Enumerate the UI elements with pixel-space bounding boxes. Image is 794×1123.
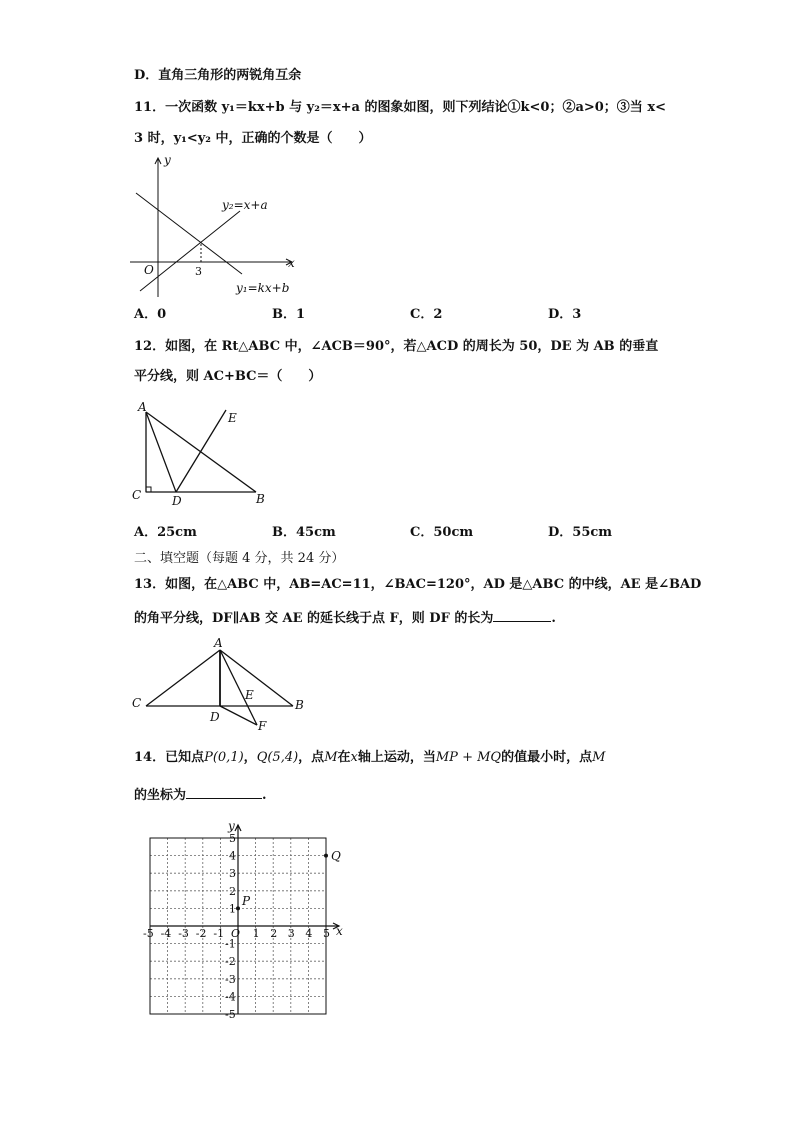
q13-side-ca	[146, 650, 220, 706]
q11-option-c: C．2	[410, 307, 443, 322]
q12-option-d: D．55cm	[548, 525, 613, 540]
q14-var-m2: M	[592, 750, 606, 765]
q12-stem-line2: 平分线，则 AC+BC＝（ ）	[134, 369, 322, 384]
q14-y-tick-label: 1	[229, 902, 236, 916]
q14-x-axis-label: x	[336, 924, 343, 938]
q14-var-m: M	[324, 750, 338, 765]
q12-label-c: C	[132, 488, 142, 502]
q11-y-label: y	[164, 153, 171, 167]
q13-label-e: E	[245, 688, 254, 702]
q12-label-b: B	[256, 492, 265, 506]
q14-point-q-coords: Q(5,4)	[256, 750, 299, 765]
q13-figure	[130, 636, 310, 731]
q11-x-label: x	[288, 256, 295, 270]
q14-var-x: x	[350, 750, 358, 765]
q14-x-tick-label: -4	[160, 927, 172, 940]
q14-y-tick-label: 5	[229, 832, 236, 845]
q13-answer-blank[interactable]	[493, 609, 551, 622]
q14-text-d: 轴上运动，当	[357, 750, 436, 765]
q14-stem-line2-text: 的坐标为	[134, 788, 187, 803]
q13-label-f: F	[258, 719, 267, 733]
q11-line-y2	[140, 211, 240, 291]
q11-label-y1: y₁=kx+b	[236, 281, 290, 295]
q14-y-tick-label: -3	[225, 972, 236, 986]
q11-option-b: B．1	[272, 307, 306, 322]
q14-stem-line2-end: .	[262, 788, 267, 803]
q14-point-p-coords: P(0,1)	[204, 750, 244, 765]
q12-segment-ad	[146, 412, 176, 492]
q14-x-tick-label: 1	[252, 927, 260, 940]
q11-stem-line2: 3 时，y₁<y₂ 中，正确的个数是（ ）	[134, 131, 372, 146]
q14-point-q	[324, 854, 328, 858]
q14-text-e: 的值最小时，点	[501, 750, 593, 765]
q14-text-a: 14．已知点	[134, 750, 205, 765]
q12-label-d: D	[172, 494, 182, 508]
q12-option-b: B．45cm	[272, 525, 336, 540]
q14-x-tick-label: 2	[270, 927, 278, 940]
q14-x-tick-label: -5	[143, 927, 154, 940]
q14-x-tick-label: 3	[287, 927, 295, 940]
q14-y-tick-label: -5	[225, 1008, 236, 1021]
q13-label-c: C	[132, 696, 142, 710]
q14-point-q-label: Q	[331, 849, 341, 863]
q10-option-d: D．直角三角形的两锐角互余	[134, 68, 302, 83]
q11-figure	[130, 153, 300, 298]
q14-y-tick-label: -4	[225, 990, 236, 1004]
q14-answer-blank[interactable]	[186, 786, 262, 799]
q12-option-a: A．25cm	[134, 525, 197, 540]
q14-stem-line2	[134, 786, 267, 804]
q12-label-e: E	[228, 411, 237, 425]
q14-x-tick-label: 5	[323, 927, 330, 940]
q14-text-c: 在	[337, 750, 351, 765]
q13-segment-df	[220, 706, 257, 725]
q14-y-tick-label: 3	[229, 867, 236, 881]
q14-point-p-label: P	[242, 894, 251, 908]
q14-stem-line1	[134, 750, 605, 766]
q14-y-tick-label: 2	[229, 884, 236, 898]
q14-expression: MP + MQ	[435, 750, 502, 765]
q14-sep: ，	[243, 750, 257, 765]
q12-label-a: A	[138, 400, 147, 414]
q14-coordinate-grid	[140, 819, 345, 1022]
q14-point-p	[236, 906, 240, 910]
section-heading-fill-in: 二、填空题（每题 4 分，共 24 分）	[134, 551, 345, 566]
q12-segment-de	[176, 410, 226, 492]
q14-y-tick-label: -2	[225, 955, 236, 969]
q11-option-d: D．3	[548, 307, 582, 322]
q12-figure	[130, 398, 280, 508]
q14-y-tick-label: 4	[229, 849, 236, 863]
q14-x-tick-label: 4	[305, 927, 313, 940]
q11-tick-3: 3	[195, 265, 202, 278]
q12-option-c: C．50cm	[410, 525, 474, 540]
q13-label-d: D	[210, 710, 220, 724]
q13-stem-line2-end: .	[551, 611, 556, 626]
q13-stem-line2-text: 的角平分线，DF∥AB 交 AE 的延长线于点 F，则 DF 的长为	[134, 611, 494, 626]
q14-x-tick-label: -3	[178, 927, 189, 940]
q12-right-angle-mark	[146, 487, 151, 492]
q11-stem-line1: 11．一次函数 y₁＝kx+b 与 y₂＝x+a 的图象如图，则下列结论①k<0；②a>0；③当 x<	[134, 100, 666, 115]
q13-stem-line2	[134, 609, 556, 627]
q13-side-ab	[220, 650, 293, 706]
q14-x-tick-label: -1	[213, 927, 225, 940]
q11-option-a: A．0	[134, 307, 167, 322]
q12-stem-line1: 12．如图，在 Rt△ABC 中，∠ACB＝90°，若△ACD 的周长为 50，DE 为 AB 的垂直	[134, 339, 659, 354]
q11-origin-label: O	[144, 263, 154, 277]
q14-text-b: ，点	[298, 750, 325, 765]
q13-stem-line1: 13．如图，在△ABC 中，AB=AC=11，∠BAC=120°，AD 是△ABC 的中线，AE 是∠BAD	[134, 577, 702, 592]
q13-label-b: B	[295, 698, 304, 712]
q14-x-tick-label: O	[231, 927, 241, 940]
q14-y-tick-label: -1	[225, 937, 236, 951]
q11-label-y2: y₂=x+a	[222, 198, 268, 212]
q14-y-axis-label: y	[228, 819, 235, 833]
q13-label-a: A	[214, 636, 223, 650]
q14-x-tick-label: -2	[195, 927, 207, 940]
